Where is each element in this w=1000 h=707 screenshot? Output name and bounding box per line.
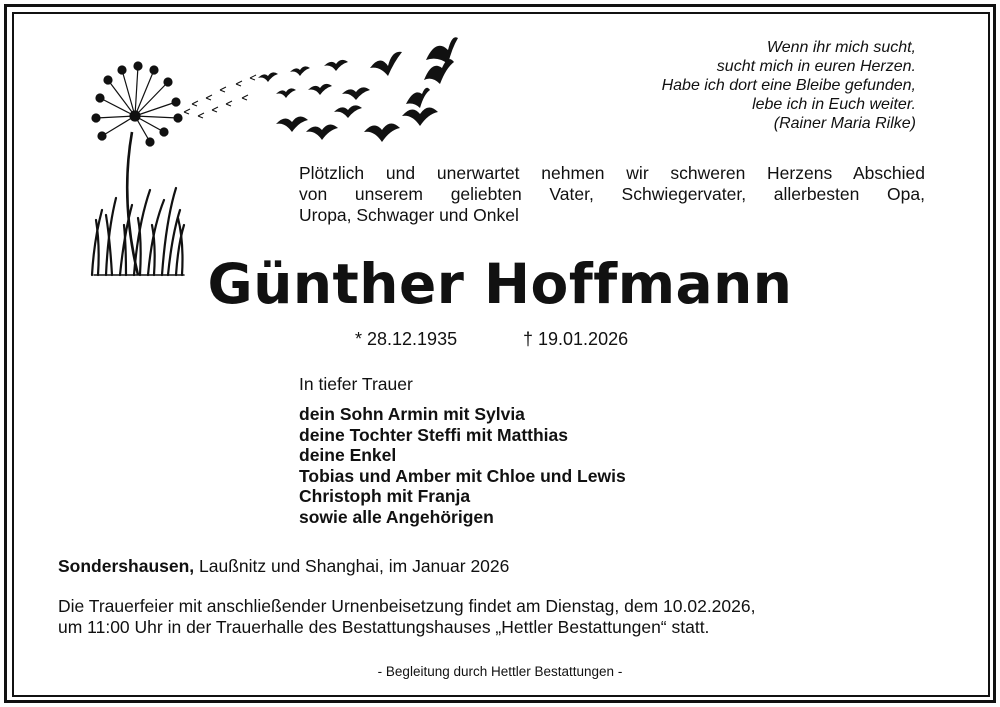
quote-line: sucht mich in euren Herzen. [716, 58, 916, 75]
ceremony-line: Die Trauerfeier mit anschließender Urnenbeisetzung findet am Dienstag, dem 10.02.2026, [58, 596, 756, 616]
footer-funeral-home: - Begleitung durch Hettler Bestattungen - [377, 664, 623, 679]
quote-line: Habe ich dort eine Bleibe gefunden, [661, 77, 916, 94]
birds-icon [258, 37, 458, 142]
birth-date: * 28.12.1935 [355, 329, 458, 349]
ceremony-line: um 11:00 Uhr in der Trauerhalle des Bestattungshauses „Hettler Bestattungen“ statt. [58, 617, 710, 637]
family-line: dein Sohn Armin mit Sylvia [299, 404, 525, 424]
family-line: deine Tochter Steffi mit Matthias [299, 424, 569, 445]
quote-line: lebe ich in Euch weiter. [752, 96, 916, 113]
intro-text [299, 163, 925, 226]
quote-line: Wenn ihr mich sucht, [766, 39, 916, 56]
intro-line: Plötzlich und unerwartet nehmen wir schweren Herzens Abschied [299, 163, 925, 183]
rilke-quote [662, 38, 916, 133]
dandelion-icon [92, 62, 182, 146]
family-line: Tobias und Amber mit Chloe und Lewis [299, 465, 626, 486]
place-rest: Laußnitz und Shanghai, im Januar 2026 [194, 556, 510, 576]
place-city: Sondershausen, [58, 556, 195, 576]
ceremony-info [58, 596, 755, 638]
family-line: Christoph mit Franja [299, 486, 471, 506]
intro-line: Uropa, Schwager und Onkel [299, 205, 519, 225]
quote-author: (Rainer Maria Rilke) [773, 115, 916, 132]
family-line: deine Enkel [299, 445, 397, 465]
intro-line: von unserem geliebten Vater, Schwiegervater, allerbesten Opa, [299, 184, 925, 204]
dandelion-birds-illustration [80, 20, 480, 282]
death-date: † 19.01.2026 [523, 329, 629, 349]
family-line: sowie alle Angehörigen [299, 506, 494, 527]
family-list [299, 404, 626, 527]
deceased-name: Günther Hoffmann [207, 252, 793, 316]
place-date-line [58, 555, 509, 577]
seeds-icon [184, 75, 256, 118]
mourning-heading: In tiefer Trauer [299, 374, 413, 394]
